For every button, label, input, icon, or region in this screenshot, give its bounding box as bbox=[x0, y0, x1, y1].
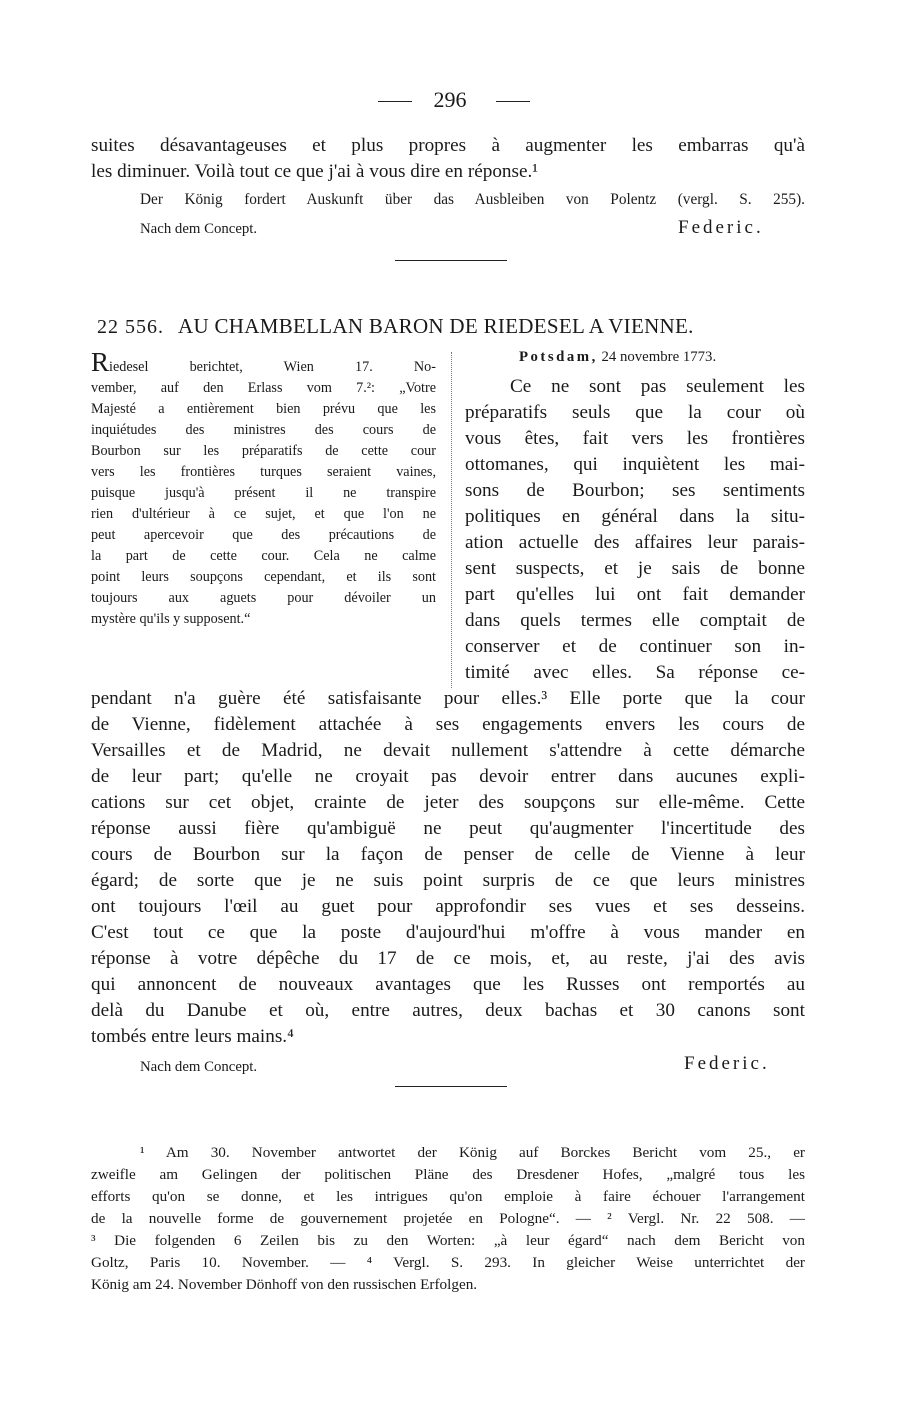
footnote-line: König am 24. November Dönhoff von den russischen Erfolgen. bbox=[91, 1276, 478, 1293]
footnote-line: efforts qu'on se donne, et les intrigues qu'on emploie à faire échouer l'arrangement bbox=[91, 1188, 805, 1205]
letter-line: C'est tout ce que la poste d'aujourd'hui m'offre à vous mander en bbox=[91, 922, 805, 943]
column-separator bbox=[451, 352, 452, 688]
body-line: les diminuer. Voilà tout ce que j'ai à vous dire en réponse.¹ bbox=[91, 161, 539, 182]
source-note: Nach dem Concept. bbox=[140, 1059, 258, 1075]
summary-line: vember, auf den Erlass vom 7.²: „Votre bbox=[91, 380, 436, 396]
footnote-line: de la nouvelle forme de gouvernement projetée en Pologne“. — ² Vergl. Nr. 22 508. — bbox=[91, 1210, 805, 1227]
dateline: Potsdam, 24 novembre 1773. bbox=[519, 349, 717, 365]
letter-line: sent suspects, et je sais de bonne bbox=[465, 558, 805, 579]
letter-line: vous êtes, fait vers les frontières bbox=[465, 428, 805, 449]
letter-line: delà du Danube et où, entre autres, deux bachas et 30 canons sont bbox=[91, 1000, 805, 1021]
letter-number: 22 556. bbox=[97, 316, 164, 338]
letter-line: ation actuelle des affaires leur parais- bbox=[465, 532, 805, 553]
letter-line: Ce ne sont pas seulement les bbox=[510, 376, 805, 397]
summary-line: inquiétudes des ministres des cours de bbox=[91, 422, 436, 438]
page-number: 296 bbox=[433, 87, 467, 112]
letter-line: réponse aussi fière qu'ambiguë ne peut qu'augmenter l'incertitude des bbox=[91, 818, 805, 839]
letter-line: préparatifs seuls que la cour où bbox=[465, 402, 805, 423]
letter-line: conserver et de continuer son in- bbox=[465, 636, 805, 657]
section-divider bbox=[395, 1086, 507, 1087]
summary-line: la part de cette cour. Cela ne calme bbox=[91, 548, 436, 564]
body-line: suites désavantageuses et plus propres à augmenter les embarras qu'à bbox=[91, 135, 805, 156]
summary-line: Majesté a entièrement bien prévu que les bbox=[91, 401, 436, 417]
letter-line: qui annoncent de nouveaux avantages que les Russes ont remportés au bbox=[91, 974, 805, 995]
letter-line: cours de Bourbon sur la façon de penser de celle de Vienne à leur bbox=[91, 844, 805, 865]
footnote-line: Goltz, Paris 10. November. — ⁴ Vergl. S. 293. In gleicher Weise unterrichtet der bbox=[91, 1254, 805, 1271]
letter-line: pendant n'a guère été satisfaisante pour elles.³ Elle porte que la cour bbox=[91, 688, 805, 709]
letter-line: dans quels termes elle comptait de bbox=[465, 610, 805, 631]
summary-line: Bourbon sur les préparatifs de cette cour bbox=[91, 443, 436, 459]
footnote-line: ³ Die folgenden 6 Zeilen bis zu den Worten: „à leur égard“ nach dem Bericht von bbox=[91, 1232, 805, 1249]
summary-line: Riedesel berichtet, Wien 17. No- bbox=[91, 347, 436, 377]
letter-line: réponse à votre dépêche du 17 de ce mois, et, au reste, j'ai des avis bbox=[91, 948, 805, 969]
letter-line: Versailles et de Madrid, ne devait nullement s'attendre à cette démarche bbox=[91, 740, 805, 761]
letter-line: de leur part; qu'elle ne croyait pas devoir entrer dans aucunes expli- bbox=[91, 766, 805, 787]
letter-line: cations sur cet objet, crainte de jeter des soupçons sur elle-même. Cette bbox=[91, 792, 805, 813]
letter-line: sons de Bourbon; ses sentiments bbox=[465, 480, 805, 501]
letter-line: de Vienne, fidèlement attachée à ses engagements envers les cours de bbox=[91, 714, 805, 735]
editorial-note: Der König fordert Auskunft über das Ausbleiben von Polentz (vergl. S. 255). bbox=[140, 191, 805, 208]
letter-heading bbox=[97, 312, 694, 341]
source-note: Nach dem Concept. bbox=[140, 221, 258, 237]
section-divider bbox=[395, 260, 507, 261]
letter-title: AU CHAMBELLAN BARON DE RIEDESEL A VIENNE. bbox=[178, 314, 694, 338]
footnote-line: ¹ Am 30. November antwortet der König auf Borckes Bericht vom 25., er bbox=[140, 1144, 805, 1161]
letter-line: ont toujours l'œil au guet pour approfondir ses vues et ses desseins. bbox=[91, 896, 805, 917]
letter-line: tombés entre leurs mains.⁴ bbox=[91, 1026, 294, 1047]
summary-line: rien d'ultérieur à ce sujet, et que l'on ne bbox=[91, 506, 436, 522]
summary-line: vers les frontières turques seraient vaines, bbox=[91, 464, 436, 480]
letter-line: politiques en général dans la situ- bbox=[465, 506, 805, 527]
summary-line: mystère qu'ils y supposent.“ bbox=[91, 611, 251, 627]
letter-line: ottomanes, qui inquiètent les mai- bbox=[465, 454, 805, 475]
summary-line: toujours aux aguets pour dévoiler un bbox=[91, 590, 436, 606]
summary-line: puisque jusqu'à présent il ne transpire bbox=[91, 485, 436, 501]
summary-line: point leurs soupçons cependant, et ils sont bbox=[91, 569, 436, 585]
signature: Federic. bbox=[678, 217, 764, 238]
letter-line: part qu'elles lui ont fait demander bbox=[465, 584, 805, 605]
letter-line: égard; de sorte que je ne suis point surpris de ce que leurs ministres bbox=[91, 870, 805, 891]
summary-line: peut apercevoir que des précautions de bbox=[91, 527, 436, 543]
signature: Federic. bbox=[684, 1053, 770, 1074]
letter-line: timité avec elles. Sa réponse ce- bbox=[465, 662, 805, 683]
page-number-dash-right bbox=[496, 101, 530, 102]
footnote-line: zweifle am Gelingen der politischen Pläne des Dresdener Hofes, „malgré tous les bbox=[91, 1166, 805, 1183]
